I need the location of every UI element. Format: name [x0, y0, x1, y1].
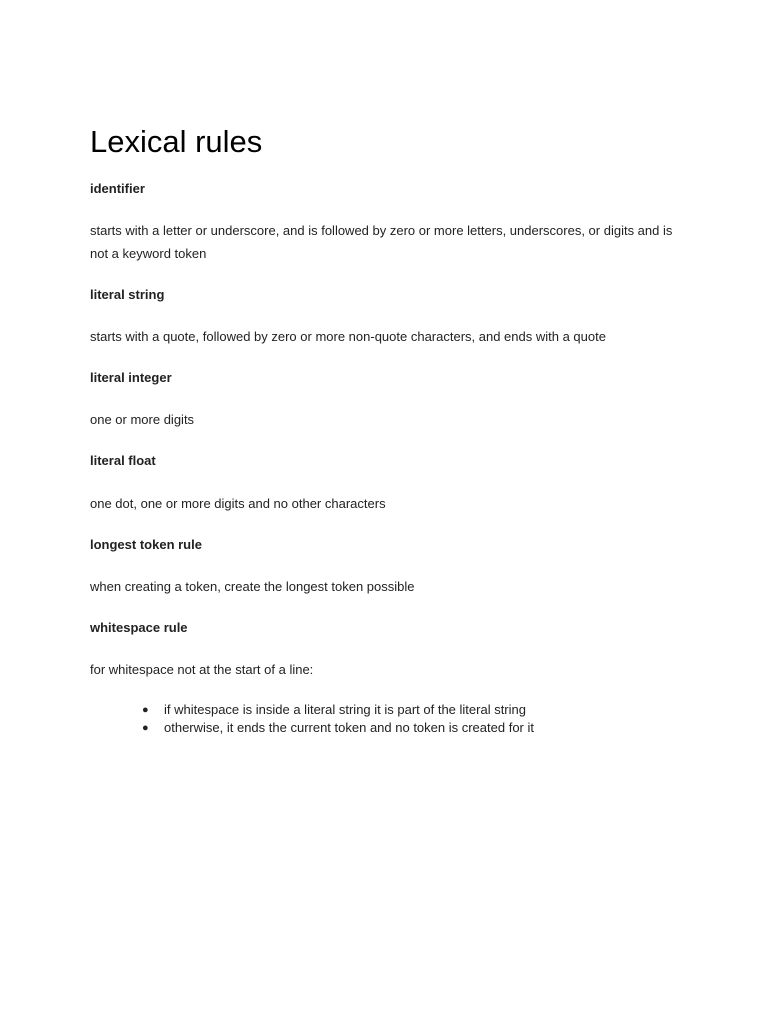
bullet-text: otherwise, it ends the current token and no token is created for it [164, 720, 534, 735]
section-heading-whitespace-rule: whitespace rule [90, 620, 188, 635]
section-heading-literal-integer: literal integer [90, 370, 172, 385]
section-heading-literal-string: literal string [90, 287, 165, 302]
section-text-whitespace-rule: for whitespace not at the start of a line: [90, 662, 314, 677]
section-text-longest-token-rule: when creating a token, create the longest token possible [90, 579, 415, 594]
section-text-literal-float: one dot, one or more digits and no other characters [90, 496, 386, 511]
section-text-literal-string: starts with a quote, followed by zero or more non-quote characters, and ends with a quote [90, 329, 606, 344]
section-heading-longest-token-rule: longest token rule [90, 537, 202, 552]
list-item [142, 701, 534, 719]
section-text-literal-integer: one or more digits [90, 412, 195, 427]
document-title: Lexical rules [90, 124, 263, 159]
section-text-identifier: starts with a letter or underscore, and is followed by zero or more letters, underscores, or digits and is not a keyword token [90, 223, 673, 261]
bullet-icon: ● [142, 704, 149, 716]
list-item [142, 719, 534, 737]
bullet-text: if whitespace is inside a literal string it is part of the literal string [164, 702, 526, 717]
section-heading-identifier: identifier [90, 181, 145, 196]
whitespace-bullet-list [142, 701, 534, 737]
section-heading-literal-float: literal float [90, 453, 156, 468]
bullet-icon: ● [142, 722, 149, 734]
